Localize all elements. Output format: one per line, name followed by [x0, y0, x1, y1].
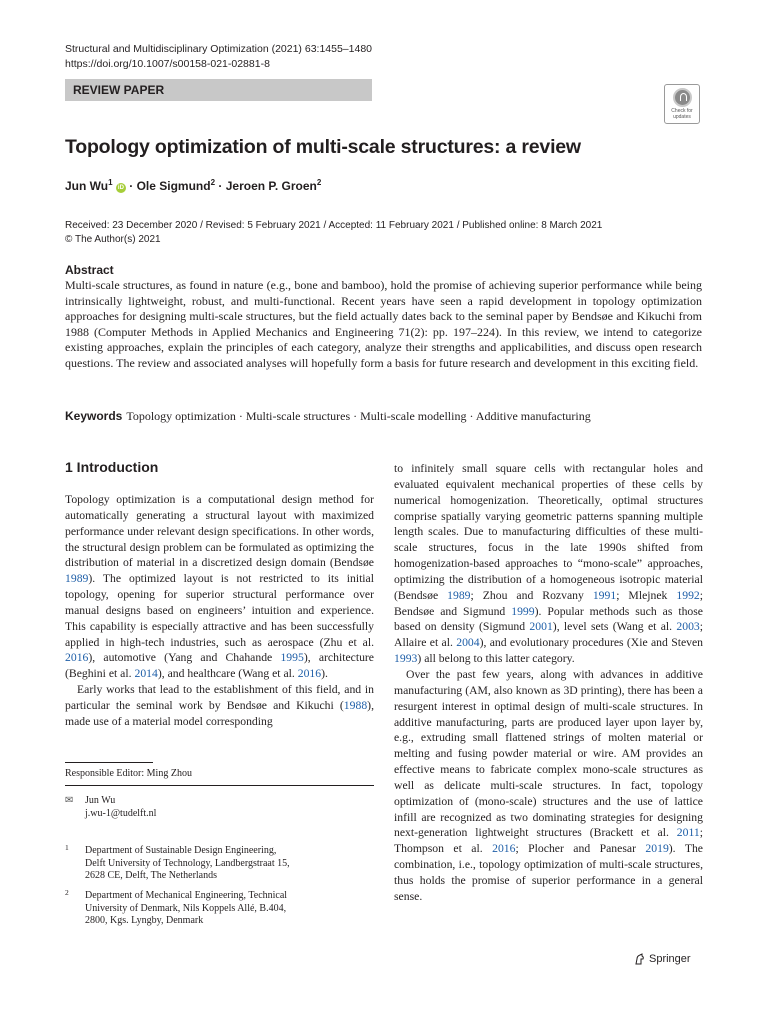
paragraph: Early works that lead to the establishment of this field, and in particular the seminal work by Bendsøe and Kikuchi (1988), made use of a material model corresponding	[65, 683, 374, 728]
citation-link[interactable]: 1989	[447, 588, 471, 602]
copyright-line: © The Author(s) 2021	[65, 234, 161, 245]
doi-link[interactable]: https://doi.org/10.1007/s00158-021-02881-8	[65, 58, 270, 70]
abstract-body: Multi-scale structures, as found in nature (e.g., bone and bamboo), hold the promise of achieving superior performance while being intrinsically lightweight, robust, and multi-functional. Recent years have seen a rapid development in topology optimization approaches for designing multi-scale structures, but the field actually dates back to the seminal paper by Bendsøe and Kikuchi from 1988 (Computer Methods in Applied Mechanics and Engineering 71(2): pp. 197–224). In this review, we intend to categorize existing approaches, explain the principles of each category, analyze their strengths and applicabilities, and discuss open research questions. The review and associated analyses will hopefully form a basis for future research and development in this exciting field.	[65, 278, 702, 370]
citation-link[interactable]: 1991	[592, 588, 617, 602]
abstract-heading: Abstract	[65, 263, 114, 277]
section-heading: 1 Introduction	[65, 459, 159, 475]
journal-citation: Structural and Multidisciplinary Optimization (2021) 63:1455–1480	[65, 43, 373, 55]
right-column	[394, 461, 703, 905]
envelope-icon: ✉	[65, 795, 74, 806]
citation-link[interactable]: 2016	[297, 667, 322, 681]
citation-link[interactable]: 2001	[529, 620, 553, 634]
check-updates-circle	[673, 88, 692, 107]
citation-link[interactable]: 2014	[134, 667, 158, 681]
orcid-icon[interactable]: iD	[117, 185, 124, 191]
author-list: Jun Wu$^1$ iD · Ole Sigmund$^2$ · Jeroen P. Groen$^2$	[65, 178, 322, 193]
citation-link[interactable]: 2004	[456, 636, 480, 650]
left-column	[65, 492, 374, 730]
citation-link[interactable]: 2019	[645, 842, 669, 856]
journal-header	[65, 42, 372, 72]
check-updates-label: Check for updates	[671, 108, 693, 120]
dates-line: Received: 23 December 2020 / Revised: 5 February 2021 / Accepted: 11 February 2021 / Published online: 8 March 2021	[65, 220, 603, 231]
affiliation-line: 2628 CE, Delft, The Netherlands	[85, 870, 218, 881]
citation-link[interactable]: 1999	[511, 604, 535, 618]
keywords	[65, 409, 591, 424]
citation-link[interactable]: 2016	[65, 651, 89, 665]
citation-link[interactable]: 2003	[676, 620, 700, 634]
publication-dates	[65, 219, 602, 247]
citation-link[interactable]: 2016	[492, 842, 516, 856]
citation-link[interactable]: 1989	[65, 572, 89, 586]
corresponding-email[interactable]: j.wu-1@tudelft.nl	[85, 808, 157, 819]
keywords-text: Topology optimization · Multi-scale structures · Multi-scale modelling · Additive manufacturing	[126, 409, 591, 423]
paragraph: Topology optimization is a computational design method for automatically generating a structural layout with maximized performance under relevant design specifications. In other words, the structural design problem can be formulated as optimizing the distribution of material in a discretized design domain (Bendsøe 1989). The optimized layout is not restricted to its initial topology, opening for superior structural performance over manual designs based on engineers’ intuition and experience. This capability is especially attractive and has been successfully applied in high-tech industries, such as aerospace (Zhu et al. 2016), automotive (Yang and Chahande 1995), architecture (Beghini et al. 2014), and healthcare (Wang et al. 2016).	[65, 493, 374, 681]
author-affiliation-sup: 1	[108, 178, 113, 187]
corresponding-name: Jun Wu	[85, 795, 116, 806]
author-name[interactable]: Jun Wu	[65, 179, 109, 193]
publisher-logo	[634, 953, 691, 965]
citation-link[interactable]: 2011	[676, 826, 700, 840]
author-name[interactable]: Jeroen P. Groen	[225, 179, 317, 193]
affiliation-number: 2	[65, 888, 69, 897]
affiliation-line: Department of Mechanical Engineering, Technical	[85, 890, 288, 901]
author-affiliation-sup: 2	[210, 178, 216, 187]
keywords-label: Keywords	[65, 409, 123, 423]
springer-horse-icon	[634, 953, 646, 965]
affiliation-line: 2800, Kgs. Lyngby, Denmark	[85, 915, 204, 926]
affiliation-number: 1	[65, 843, 69, 852]
footnote-divider	[65, 785, 374, 786]
citation-link[interactable]: 1992	[676, 588, 700, 602]
paragraph: to infinitely small square cells with rectangular holes and evaluated equivalent mechanical properties of these cells by numerical homogenization. Theoretically, optimal structures comprise spatially varying geometric patterns spanning multiple length scales. Due to manufacturing difficulties of these multi-scale structures, focus in the late 1990s shifted from homogenization-based approaches to “mono-scale” approaches, optimizing the distribution of a homogeneous isotropic material (Bendsøe 1989; Zhou and Rozvany 1991; Mlejnek 1992; Bendsøe and Sigmund 1999). Popular methods such as those based on density (Sigmund 2001), level sets (Wang et al. 2003; Allaire et al. 2004), and evolutionary procedures (Xie and Steven 1993) all belong to this latter category.	[394, 462, 704, 666]
responsible-editor: Responsible Editor: Ming Zhou	[65, 768, 192, 779]
paragraph: Over the past few years, along with advances in additive manufacturing (AM, also known as 3D printing), there has been a resurgent interest in optimal design of multi-scale structures. In additive manufacturing, parts are produced layer upon layer by, e.g., extruding small flattened strings of molten material or melting and fusing powder material or wire. AM provides an effective means to fabricate complex mono-scale structures as well as delicate multi-scale structures. In fact, topology optimization of (mono-scale) structures and the use of lattice infill are recognized as two dominating strategies for designing next-generation lightweight structures (Brackett et al. 2011; Thompson et al. 2016; Plocher and Panesar 2019). The combination, i.e., topology optimization of multi-scale structures, thus holds the promise of superior performance in a general sense.	[394, 667, 703, 903]
affiliation-line: Delft University of Technology, Landbergstraat 15,	[85, 857, 290, 869]
corresponding-author	[65, 794, 157, 819]
author-affiliation-sup: 2	[316, 178, 322, 187]
check-for-updates-icon[interactable]	[664, 84, 700, 124]
paper-title: Topology optimization of multi-scale structures: a review	[65, 136, 581, 158]
author-name[interactable]: Ole Sigmund	[136, 179, 211, 193]
citation-link[interactable]: 1993	[394, 652, 418, 666]
publisher-name: Springer	[649, 953, 691, 965]
footnote-rule	[65, 762, 153, 763]
affiliation-line: Department of Sustainable Design Engineering,	[85, 845, 277, 856]
citation-link[interactable]: 1988	[343, 698, 368, 712]
article-type-bar: REVIEW PAPER	[65, 79, 372, 101]
affiliation-line: University of Denmark, Nils Koppels Allé, B.404,	[85, 902, 287, 914]
citation-link[interactable]: 1995	[280, 651, 304, 665]
